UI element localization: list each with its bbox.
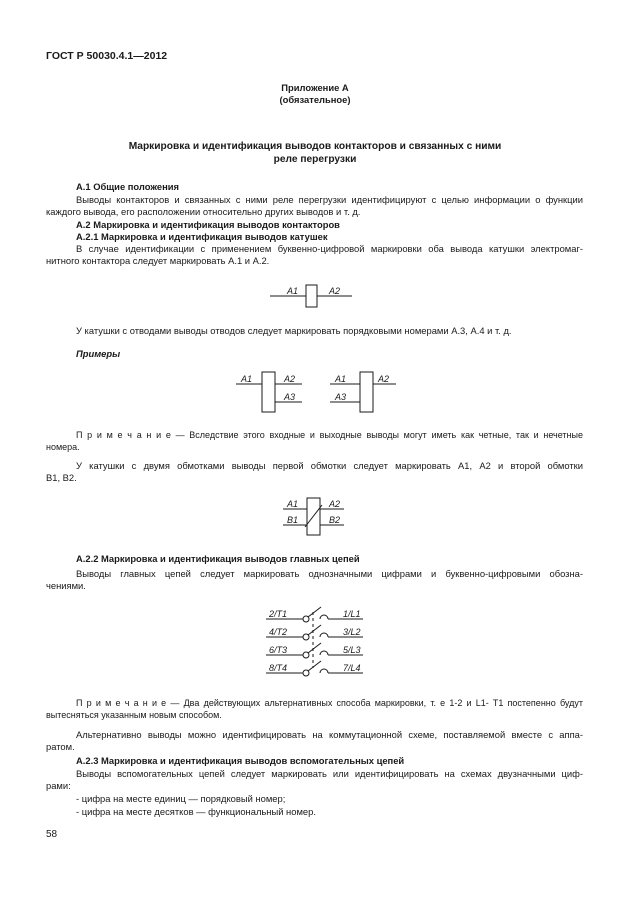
section-a21-title: А.2.1 Маркировка и идентификация выводов катушек <box>76 231 328 242</box>
section-a2-title: А.2 Маркировка и идентификация выводов контакторов <box>76 219 340 230</box>
page-number: 58 <box>46 829 58 840</box>
section-a23-para1-line1: Выводы вспомогательных цепей следует маркировать или идентифицировать на схемах двузначными циф- <box>76 768 583 779</box>
tapped-coil-b-terminal-a2: A2 <box>378 374 390 384</box>
tapped-coil-a-terminal-a1: A1 <box>241 374 253 384</box>
tapped-coil-a-terminal-a3: A3 <box>284 392 296 402</box>
section-a1-para-line2: каждого вывода, его расположении относительно других выводов и т. д. <box>46 206 361 217</box>
document-header: ГОСТ Р 50030.4.1—2012 <box>46 50 168 62</box>
section-a21-para2: У катушки с отводами выводы отводов следует маркировать порядковыми номерами А.3, А.4 и т. д. <box>76 325 512 336</box>
list-item-units-digit: - цифра на месте единиц — порядковый номер; <box>76 793 286 804</box>
coil-diagram <box>270 284 370 314</box>
winding-terminal-b2: B2 <box>329 515 341 525</box>
note-2-line2: вытесняться указанным новым способом. <box>46 710 222 720</box>
examples-label: Примеры <box>76 348 121 359</box>
section-a21-para3-line2: В1, В2. <box>46 472 77 483</box>
two-winding-coil-diagram <box>283 497 363 537</box>
terminal-7-l4: 7/L4 <box>343 663 361 673</box>
section-a23-para1-line2: рами: <box>46 780 71 791</box>
contact-row-3 <box>266 643 363 658</box>
terminal-5-l3: 5/L3 <box>343 645 361 655</box>
tapped-coil-diagram-left-tap <box>330 370 410 415</box>
section-a1-para-line1: Выводы контакторов и связанных с ними реле перегрузки идентифицируют с целью информации о функции <box>76 194 583 205</box>
tapped-coil-b-terminal-a3: A3 <box>335 392 347 402</box>
contact-row-2 <box>266 625 363 640</box>
tapped-coil-a-terminal-a2: A2 <box>284 374 296 384</box>
section-a22-para2-line2: ратом. <box>46 741 75 752</box>
section-a21-para1-line2: нитного контактора следует маркировать А.1 и А.2. <box>46 255 270 266</box>
contact-row-1 <box>266 607 363 622</box>
coil-terminal-a1: A1 <box>287 286 299 296</box>
section-a22-title: А.2.2 Маркировка и идентификация выводов главных цепей <box>76 553 360 564</box>
terminal-1-l1: 1/L1 <box>343 609 361 619</box>
annex-heading-line2: реле перегрузки <box>273 154 357 165</box>
main-circuit-contacts-diagram <box>266 606 376 682</box>
terminal-2-t1: 2/T1 <box>269 609 288 619</box>
coil-terminal-a2: A2 <box>329 286 341 296</box>
section-a21-para1-line1: В случае идентификации с применением буквенно-цифровой маркировки оба вывода катушки электромаг- <box>76 243 583 254</box>
section-a22-para1-line2: чениями. <box>46 580 86 591</box>
terminal-8-t4: 8/T4 <box>269 663 288 673</box>
section-a1-title: А.1 Общие положения <box>76 181 179 192</box>
annex-status: (обязательное) <box>279 94 351 105</box>
winding-terminal-a1: A1 <box>287 499 299 509</box>
terminal-3-l2: 3/L2 <box>343 627 361 637</box>
section-a23-title: А.2.3 Маркировка и идентификация выводов вспомогательных цепей <box>76 755 405 766</box>
winding-terminal-a2: A2 <box>329 499 341 509</box>
tapped-coil-diagram-right-tap <box>236 370 316 415</box>
note-1-line1: П р и м е ч а н и е — Вследствие этого входные и выходные выводы могут иметь как четные, так и нечетные <box>76 430 583 440</box>
annex-title: Приложение А <box>281 82 349 93</box>
note-2-line1: П р и м е ч а н и е — Два действующих альтернативных способа маркировки, т. е 1-2 и L1- T1 постепенно будут <box>76 698 583 708</box>
note-1-line2: номера. <box>46 442 80 452</box>
terminal-6-t3: 6/T3 <box>269 645 288 655</box>
section-a22-para1-line1: Выводы главных цепей следует маркировать однозначными цифрами и буквенно-цифровыми обозна- <box>76 568 583 579</box>
section-a21-para3-line1: У катушки с двумя обмотками выводы первой обмотки следует маркировать А1, А2 и второй обмотки <box>76 460 583 471</box>
tapped-coil-b-terminal-a1: A1 <box>335 374 347 384</box>
section-a22-para2-line1: Альтернативно выводы можно идентифицировать на коммутационной схеме, поставляемой вместе с аппа- <box>76 729 583 740</box>
annex-heading-line1: Маркировка и идентификация выводов контакторов и связанных с ними <box>128 141 502 152</box>
winding-terminal-b1: B1 <box>287 515 299 525</box>
list-item-tens-digit: - цифра на месте десятков — функциональный номер. <box>76 806 316 817</box>
contact-row-4 <box>266 661 363 676</box>
terminal-4-t2: 4/T2 <box>269 627 288 637</box>
